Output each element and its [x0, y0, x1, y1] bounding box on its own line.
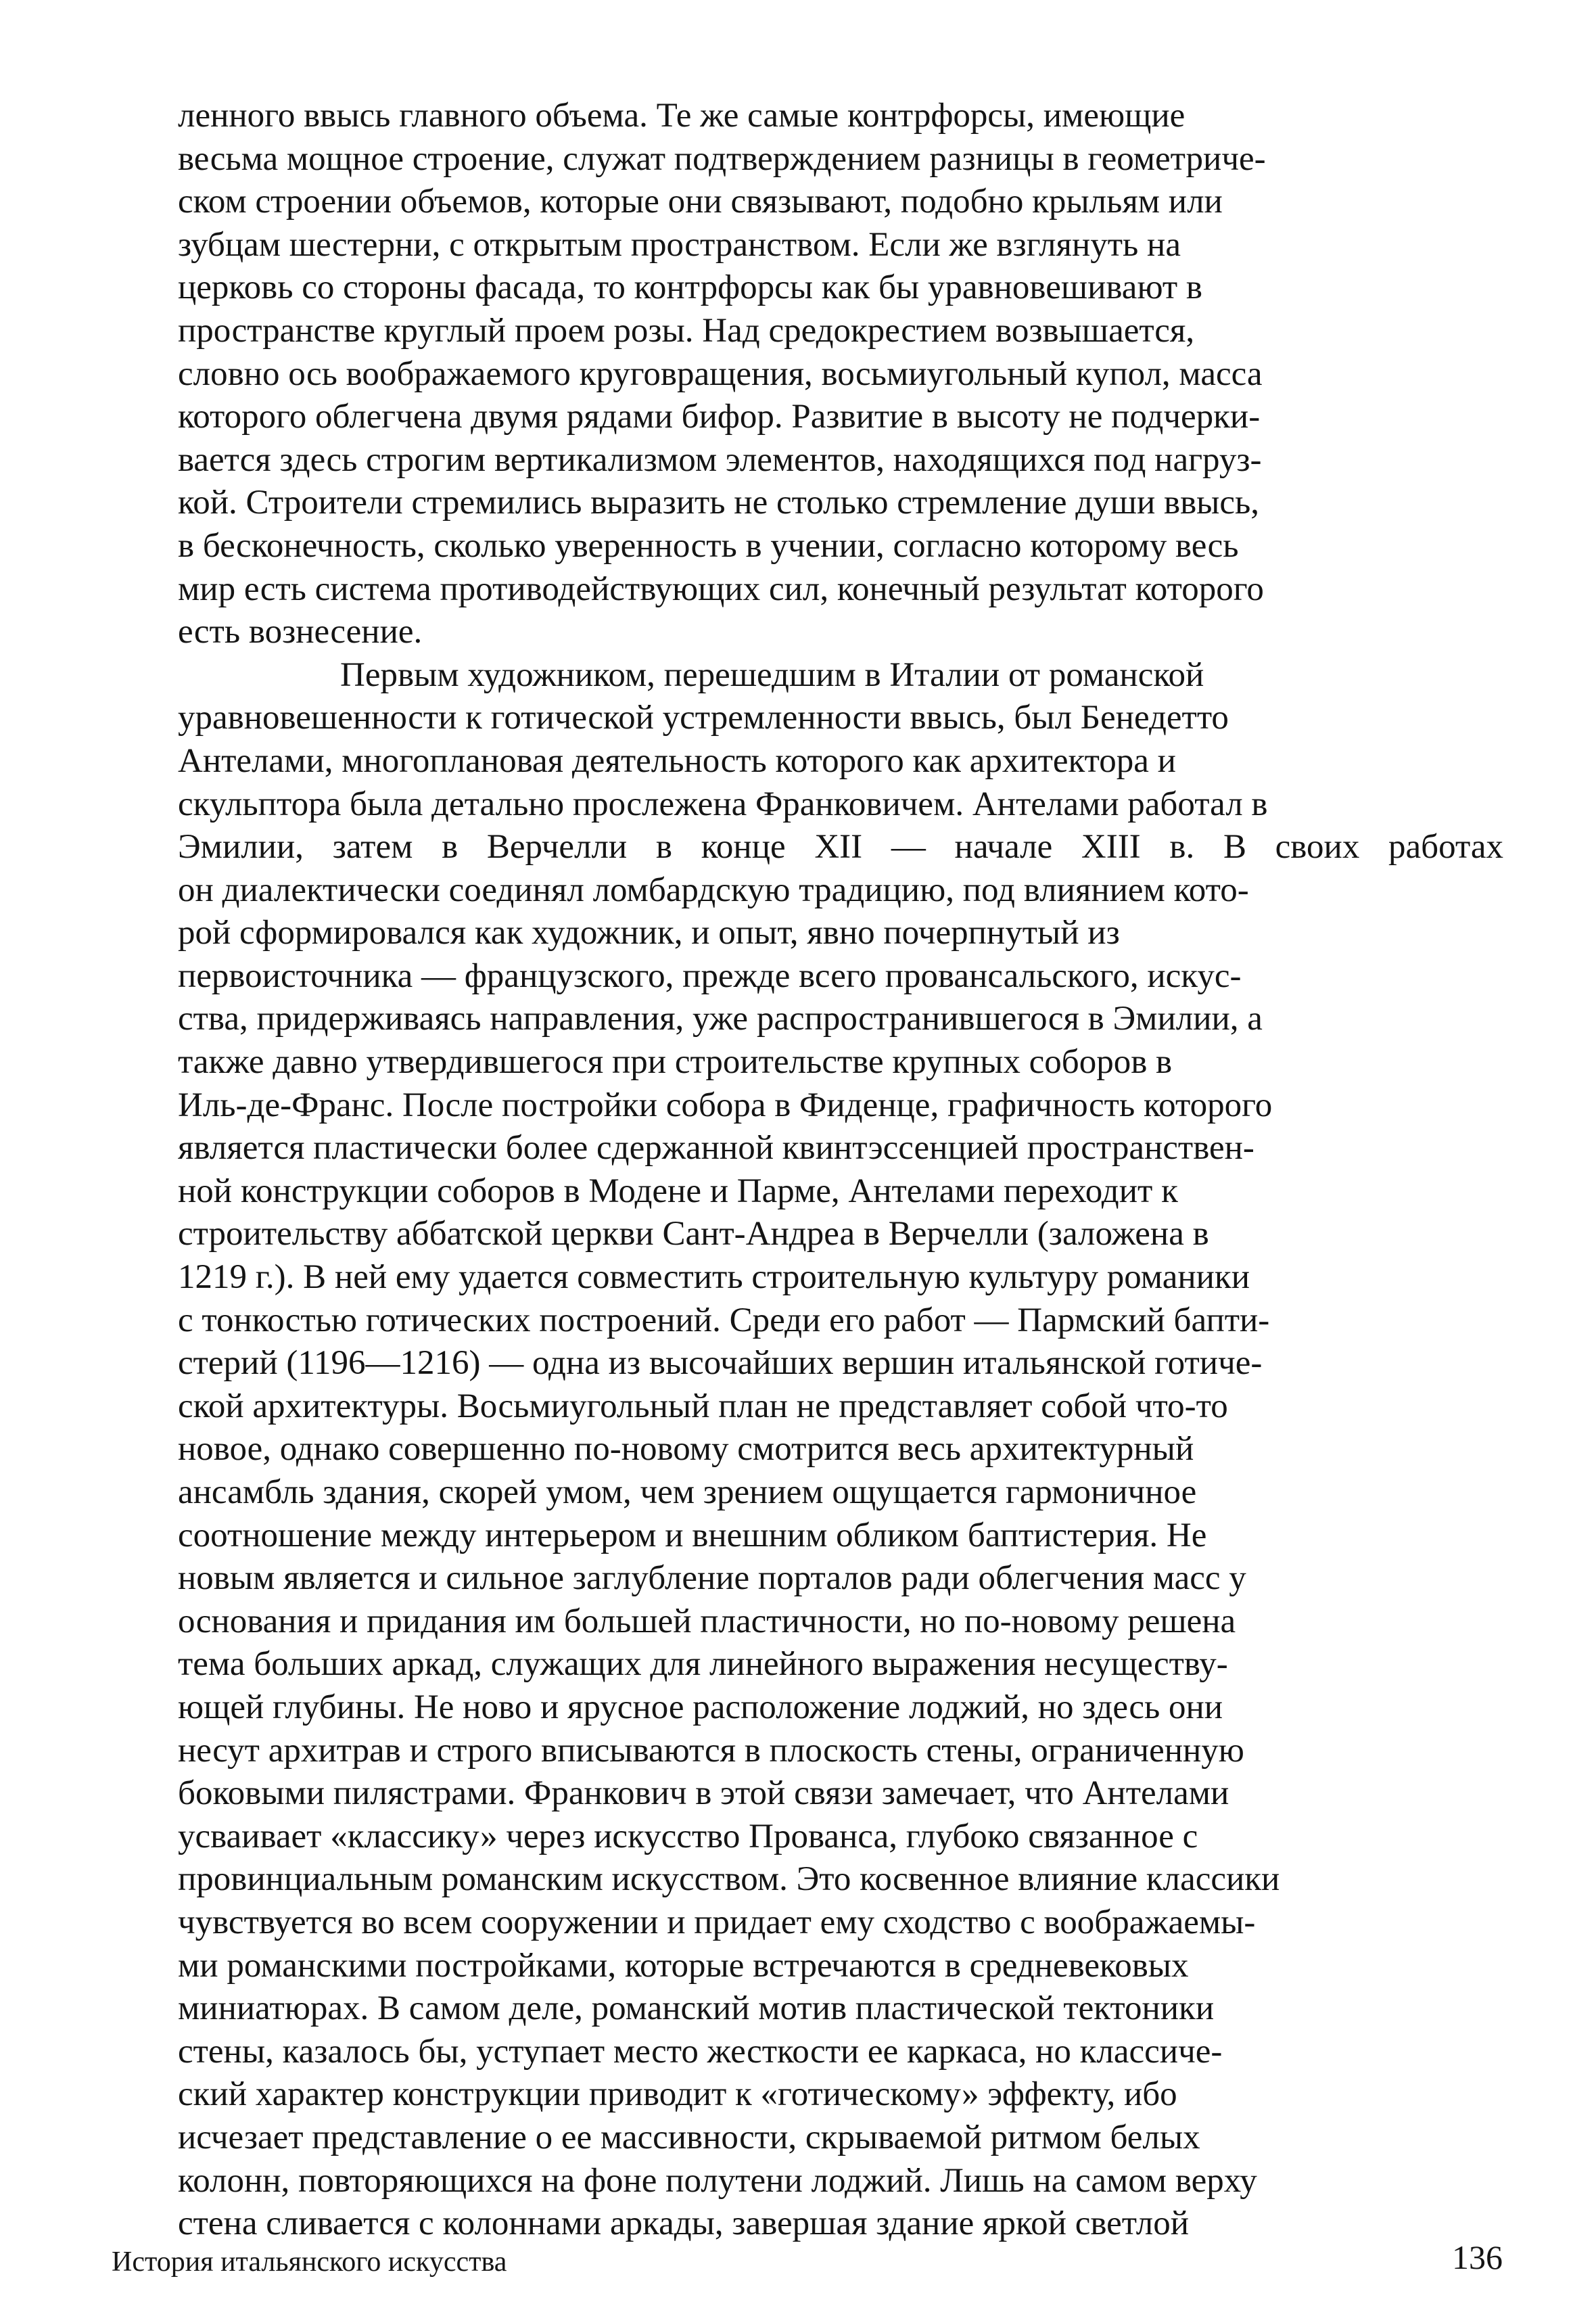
text-line: является пластически более сдержанной квинтэссенцией пространствен-: [178, 1129, 1254, 1168]
text-line: он диалектически соединял ломбардскую традицию, под влиянием кото-: [178, 871, 1249, 909]
text-line: ства, придерживаясь направления, уже распространившегося в Эмилии, а: [178, 1000, 1263, 1038]
text-line: ленного ввысь главного объема. Те же самые контрфорсы, имеющие: [178, 97, 1186, 135]
text-line: 1219 г.). В ней ему удается совместить строительную культуру романики: [178, 1258, 1250, 1297]
text-line: скульптора была детально прослежена Франковичем. Антелами работал в: [178, 785, 1268, 823]
text-line: Антелами, многоплановая деятельность которого как архитектора и: [178, 741, 1176, 780]
text-line: стены, казалось бы, уступает место жесткости ее каркаса, но классиче-: [178, 2032, 1223, 2071]
text-line: словно ось воображаемого круговращения, восьмиугольный купол, масса: [178, 354, 1263, 393]
text-line: вается здесь строгим вертикализмом элементов, находящихся под нагруз-: [178, 440, 1262, 479]
text-line: стерий (1196—1216) — одна из высочайших вершин итальянской готиче-: [178, 1344, 1263, 1383]
text-line: Иль-де-Франс. После постройки собора в Фиденце, графичность которого: [178, 1086, 1273, 1124]
text-line: стена сливается с колоннами аркады, завершая здание яркой светлой: [178, 2205, 1190, 2243]
text-line: боковыми пилястрами. Франкович в этой связи замечает, что Антелами: [178, 1774, 1229, 1813]
text-line: ной конструкции соборов в Модене и Парме, Антелами переходит к: [178, 1172, 1178, 1210]
text-line: соотношение между интерьером и внешним обликом баптистерия. Не: [178, 1516, 1207, 1554]
text-line: кой. Строители стремились выразить не столько стремление души ввысь,: [178, 484, 1260, 522]
text-line: ской архитектуры. Восьмиугольный план не представляет собой что-то: [178, 1387, 1228, 1425]
body-text: [178, 95, 1503, 2246]
text-line: ми романскими постройками, которые встречаются в средневековых: [178, 1946, 1189, 1985]
text-line: новое, однако совершенно по-новому смотрится весь архитектурный: [178, 1430, 1194, 1469]
text-line: ский характер конструкции приводит к «готическому» эффекту, ибо: [178, 2075, 1177, 2114]
text-line: колонн, повторяющихся на фоне полутени лоджий. Лишь на самом верху: [178, 2161, 1257, 2200]
text-line: пространстве круглый проем розы. Над средокрестием возвышается,: [178, 311, 1195, 350]
text-line: весьма мощное строение, служат подтверждением разницы в геометриче-: [178, 139, 1266, 178]
text-line: основания и придания им большей пластичности, но по-новому решена: [178, 1602, 1236, 1640]
text-line: церковь со стороны фасада, то контрфорсы как бы уравновешивают в: [178, 269, 1202, 307]
text-line: мир есть система противодействующих сил, конечный результат которого: [178, 570, 1264, 608]
text-line: ском строении объемов, которые они связывают, подобно крыльям или: [178, 183, 1223, 221]
text-line: ансамбль здания, скорей умом, чем зрением ощущается гармоничное: [178, 1473, 1197, 1511]
text-line: первоисточника — французского, прежде всего провансальского, искус-: [178, 956, 1242, 995]
text-line: усваивает «классику» через искусство Прованса, глубоко связанное с: [178, 1817, 1198, 1855]
text-line: рой сформировался как художник, и опыт, явно почерпнутый из: [178, 914, 1120, 952]
text-line: уравновешенности к готической устремленности ввысь, был Бенедетто: [178, 699, 1229, 737]
text-line: несут архитрав и строго вписываются в плоскость стены, ограниченную: [178, 1731, 1244, 1770]
text-line: также давно утвердившегося при строительстве крупных соборов в: [178, 1043, 1173, 1082]
text-line: исчезает представление о ее массивности, скрываемой ритмом белых: [178, 2118, 1200, 2156]
text-line: тема больших аркад, служащих для линейного выражения несуществу-: [178, 1645, 1228, 1684]
text-line: Эмилии, затем в Верчелли в конце XII — начале XIII в. В своих работах: [178, 828, 1503, 867]
text-line: в бесконечность, сколько уверенность в учении, согласно которому весь: [178, 526, 1239, 565]
page-number: 136: [1452, 2238, 1503, 2276]
text-line: с тонкостью готических построений. Среди его работ — Пармский бапти-: [178, 1301, 1270, 1339]
text-line: зубцам шестерни, с открытым пространством. Если же взглянуть на: [178, 225, 1181, 264]
paragraph-first-line: Первым художником, перешедшим в Италии от романской: [340, 655, 1204, 694]
text-line: ющей глубины. Не ново и ярусное расположение лоджий, но здесь они: [178, 1688, 1223, 1726]
text-line: провинциальным романским искусством. Это косвенное влияние классики: [178, 1860, 1280, 1899]
running-footer-title: История итальянского искусства: [112, 2246, 507, 2278]
text-line: миниатюрах. В самом деле, романский мотив пластической тектоники: [178, 1989, 1215, 2028]
text-line: есть вознесение.: [178, 613, 423, 651]
text-line: которого облегчена двумя рядами бифор. Развитие в высоту не подчерки-: [178, 398, 1261, 436]
text-line: чувствуется во всем сооружении и придает ему сходство с воображаемы-: [178, 1903, 1256, 1941]
text-line: строительству аббатской церкви Сант-Андреа в Верчелли (заложена в: [178, 1215, 1209, 1253]
text-line: новым является и сильное заглубление порталов ради облегчения масс у: [178, 1559, 1246, 1598]
